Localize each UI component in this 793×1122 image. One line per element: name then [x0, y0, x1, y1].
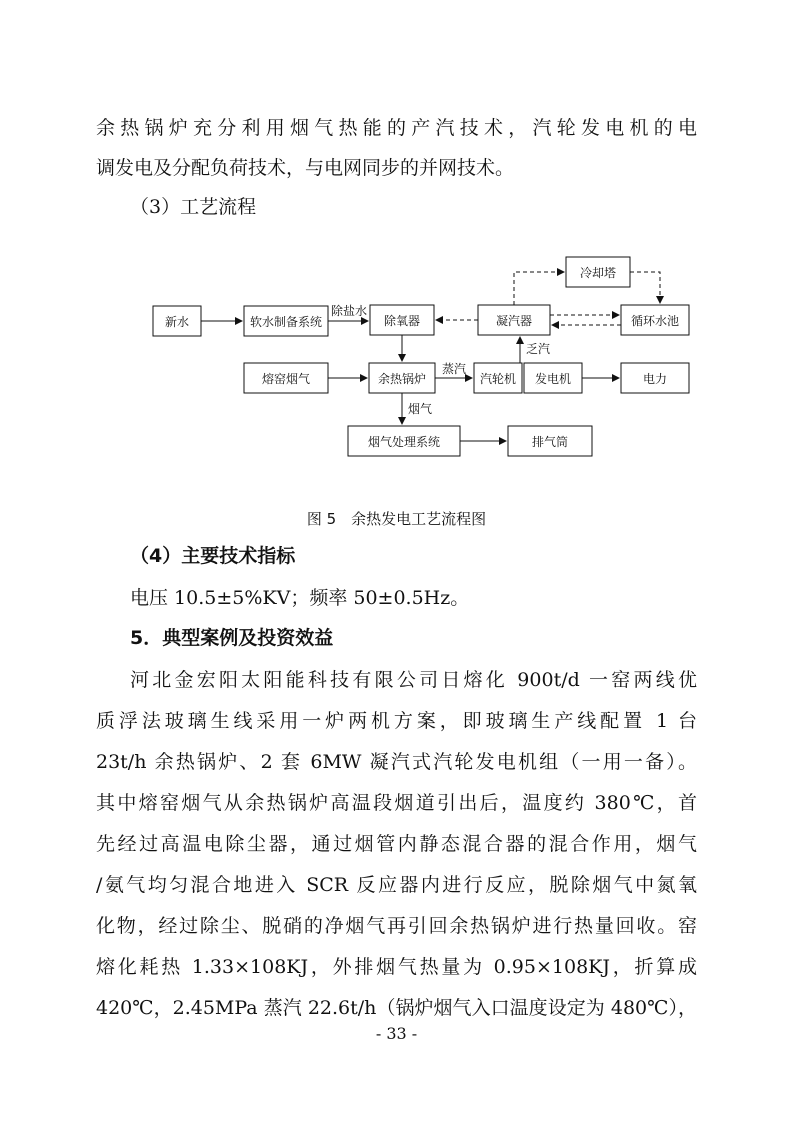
label-zhengqi: 蒸汽: [441, 362, 467, 376]
paragraph-line: 420℃，2.45MPa 蒸汽 22.6t/h（锅炉烟气入口温度设定为 480℃），: [96, 997, 697, 1019]
paragraph-line: 23t/h 余热锅炉、2 套 6MW 凝汽式汽轮发电机组（一用一备）。: [96, 751, 697, 773]
label-faqi: 乏汽: [526, 342, 551, 356]
label-paiqitong: 排气筒: [531, 435, 569, 449]
label-qilunji: 汽轮机: [479, 372, 517, 386]
paragraph-line: 余热锅炉充分利用烟气热能的产汽技术，汽轮发电机的电: [96, 117, 697, 139]
paragraph-line: /氨气均匀混合地进入 SCR 反应器内进行反应，脱除烟气中氮氧: [96, 874, 697, 896]
label-dianli: 电力: [642, 372, 668, 386]
label-lengqueta: 冷却塔: [579, 266, 617, 280]
paragraph-line: 质浮法玻璃生线采用一炉两机方案，即玻璃生产线配置 1 台: [96, 710, 697, 732]
label-yanqi: 烟气: [408, 402, 433, 416]
flow-diagram: [0, 255, 793, 495]
paragraph-line: 熔化耗热 1.33×108KJ，外排烟气热量为 0.95×108KJ，折算成: [96, 956, 697, 978]
spec-line: 电压 10.5±5%KV；频率 50±0.5Hz。: [130, 587, 470, 609]
label-ruanshui: 软水制备系统: [249, 315, 323, 329]
section-heading: （4）主要技术指标: [130, 545, 296, 567]
label-xunhuan: 循环水池: [630, 314, 680, 328]
paragraph-line: 河北金宏阳太阳能科技有限公司日熔化 900t/d 一窑两线优: [130, 669, 697, 691]
label-guolu: 余热锅炉: [377, 372, 427, 386]
label-ningqiqi: 凝汽器: [495, 314, 533, 328]
label-yanqichuli: 烟气处理系统: [367, 435, 441, 449]
label-chuyanshui: 除盐水: [330, 304, 368, 318]
section-heading: （3）工艺流程: [130, 196, 257, 218]
page-number: - 33 -: [375, 1024, 418, 1043]
label-xinshui: 新水: [164, 315, 190, 329]
label-fadianji: 发电机: [534, 372, 572, 386]
paragraph-line: 其中熔窑烟气从余热锅炉高温段烟道引出后，温度约 380℃，首: [96, 792, 697, 814]
paragraph-line: 化物，经过除尘、脱硝的净烟气再引回余热锅炉进行热量回收。窑: [96, 915, 697, 937]
section-heading: 5．典型案例及投资效益: [130, 627, 334, 649]
label-rongyao: 熔窑烟气: [261, 372, 311, 386]
figure-caption: 图 5 余热发电工艺流程图: [306, 510, 487, 528]
paragraph-line: 调发电及分配负荷技术，与电网同步的并网技术。: [96, 157, 515, 179]
paragraph-line: 先经过高温电除尘器，通过烟管内静态混合器的混合作用，烟气: [96, 833, 697, 855]
label-chuyangqi: 除氧器: [383, 314, 421, 328]
